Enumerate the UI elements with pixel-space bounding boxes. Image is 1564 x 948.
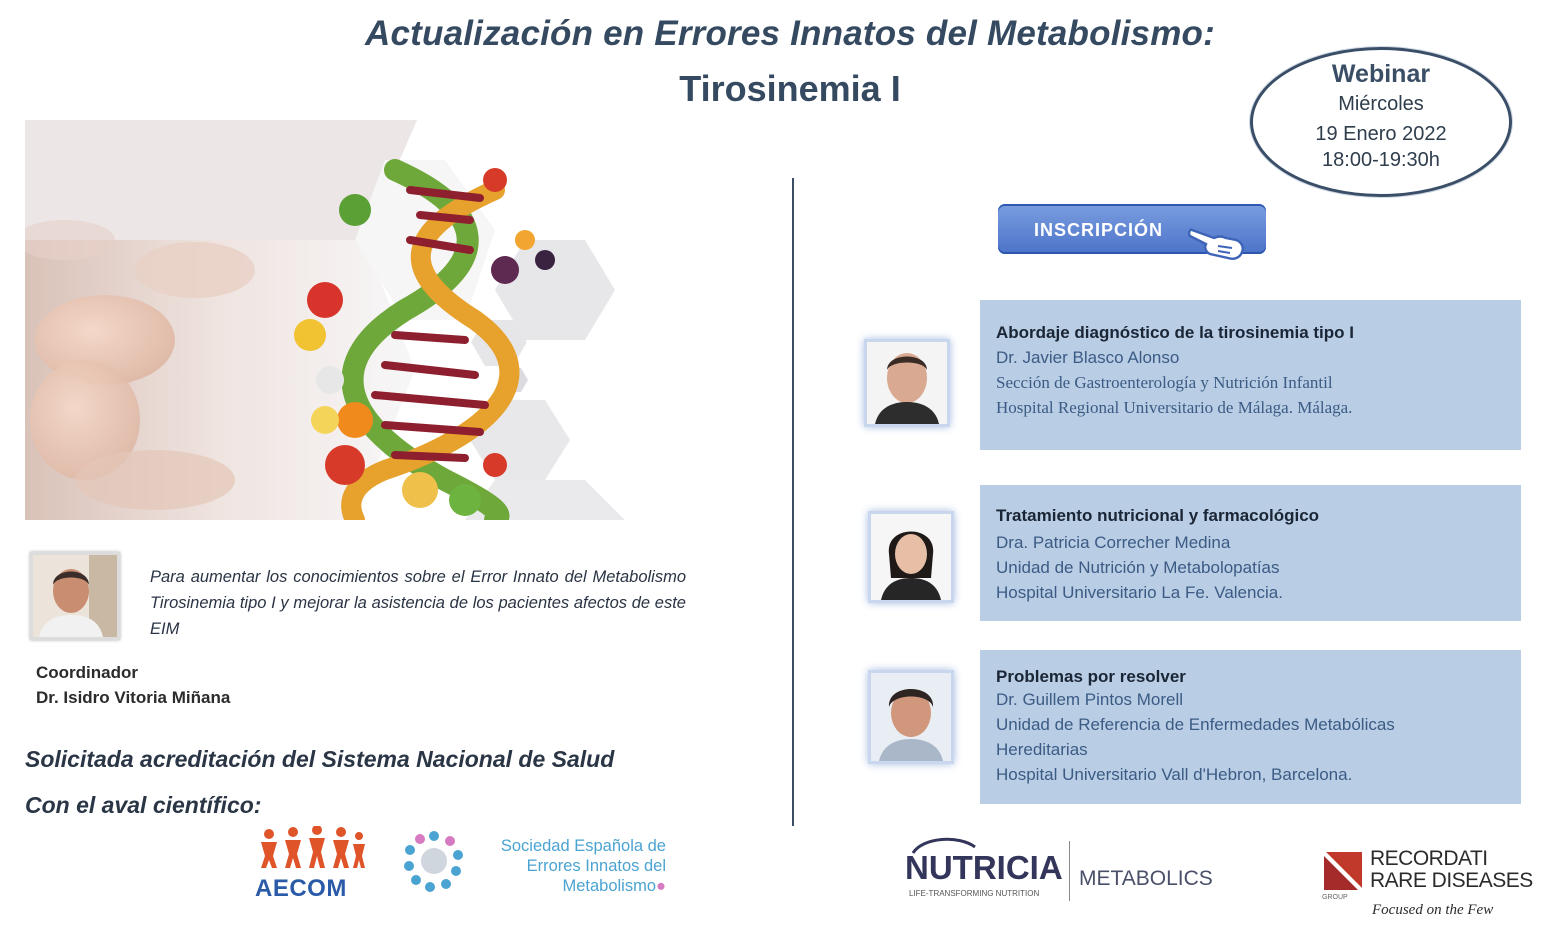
seeim-wordmark bbox=[468, 836, 666, 896]
pointing-hand-icon bbox=[1188, 216, 1248, 262]
speaker-affiliation-cont: Hereditarias bbox=[996, 740, 1088, 759]
recordati-emblem-icon bbox=[1322, 850, 1364, 892]
accreditation-line: Solicitada acreditación del Sistema Nacional de Salud bbox=[25, 746, 615, 772]
recordati-slogan: Focused on the Few bbox=[1372, 902, 1494, 918]
speaker-photo bbox=[868, 511, 954, 603]
webinar-day: Miércoles bbox=[1338, 93, 1424, 115]
recordati-group-label: GROUP bbox=[1322, 894, 1348, 901]
nutricia-wordmark: NUTRICIA bbox=[905, 849, 1063, 886]
seeim-line: Metabolismo● bbox=[562, 877, 666, 895]
speaker-card bbox=[980, 485, 1521, 621]
speaker-name: Dr. Javier Blasco Alonso bbox=[996, 348, 1180, 367]
speaker-hospital: Hospital Universitario Vall d'Hebron, Barcelona. bbox=[996, 765, 1353, 784]
seeim-line: Sociedad Española de bbox=[500, 837, 666, 855]
nutricia-metabolics-logo bbox=[905, 835, 1215, 905]
aecom-logo bbox=[255, 826, 370, 902]
recordati-logo bbox=[1322, 848, 1542, 928]
seeim-line: Errores Innatos del bbox=[526, 857, 666, 875]
speaker-avatar bbox=[871, 673, 951, 761]
coordinator-info bbox=[36, 660, 230, 710]
webinar-label: Webinar bbox=[1331, 60, 1431, 88]
coordinator-avatar bbox=[33, 555, 117, 637]
speaker-avatar bbox=[871, 514, 951, 600]
speaker-avatar bbox=[867, 342, 947, 424]
talk-topic: Abordaje diagnóstico de la tirosinemia tipo I bbox=[996, 323, 1354, 342]
speaker-card bbox=[980, 300, 1521, 450]
event-title: Actualización en Errores Innatos del Metabolismo: bbox=[365, 14, 1215, 53]
talk-topic: Problemas por resolver bbox=[996, 667, 1186, 686]
coordinator-role: Coordinador bbox=[36, 663, 138, 682]
nutricia-tagline: LIFE-TRANSFORMING NUTRITION bbox=[909, 889, 1040, 898]
coordinator-name: Dr. Isidro Vitoria Miñana bbox=[36, 688, 231, 707]
seeim-logo-icon bbox=[400, 828, 468, 894]
column-divider bbox=[792, 178, 794, 826]
hero-dna-food-image bbox=[25, 120, 645, 520]
coordinator-photo bbox=[30, 552, 120, 640]
speaker-name: Dra. Patricia Correcher Medina bbox=[996, 533, 1231, 552]
endorsement-line: Con el aval científico: bbox=[25, 792, 262, 818]
aecom-figures-icon bbox=[255, 826, 370, 870]
webinar-badge bbox=[1250, 47, 1512, 197]
speaker-card bbox=[980, 650, 1521, 804]
speaker-affiliation: Unidad de Nutrición y Metabolopatías bbox=[996, 558, 1280, 577]
recordati-line2: RARE DISEASES bbox=[1370, 869, 1533, 892]
speaker-photo bbox=[868, 670, 954, 764]
recordati-line1: RECORDATI bbox=[1370, 847, 1488, 870]
logo-divider bbox=[1069, 841, 1070, 901]
speaker-hospital: Hospital Universitario La Fe. Valencia. bbox=[996, 583, 1283, 602]
metabolics-wordmark: METABOLICS bbox=[1079, 867, 1213, 890]
speaker-photo bbox=[864, 339, 950, 427]
webinar-date: 19 Enero 2022 bbox=[1315, 123, 1447, 145]
aecom-wordmark: AECOM bbox=[255, 875, 347, 902]
recordati-wordmark bbox=[1370, 848, 1533, 892]
speaker-hospital: Hospital Regional Universitario de Málaga. Málaga. bbox=[996, 398, 1353, 417]
talk-topic: Tratamiento nutricional y farmacológico bbox=[996, 506, 1320, 525]
course-objective: Para aumentar los conocimientos sobre el Error Innato del Metabolismo Tirosinemia tipo I y mejorar la asistencia de los pacientes afectos de este EIM bbox=[150, 568, 686, 638]
accreditation-text bbox=[25, 736, 614, 828]
event-subtitle: Tirosinemia I bbox=[679, 68, 901, 109]
speaker-affiliation: Sección de Gastroenterología y Nutrición Infantil bbox=[996, 373, 1333, 392]
webinar-time: 18:00-19:30h bbox=[1322, 149, 1440, 171]
speaker-name: Dr. Guillem Pintos Morell bbox=[996, 690, 1184, 709]
speaker-affiliation: Unidad de Referencia de Enfermedades Metabólicas bbox=[996, 715, 1395, 734]
signup-button[interactable]: INSCRIPCIÓN bbox=[998, 204, 1266, 254]
